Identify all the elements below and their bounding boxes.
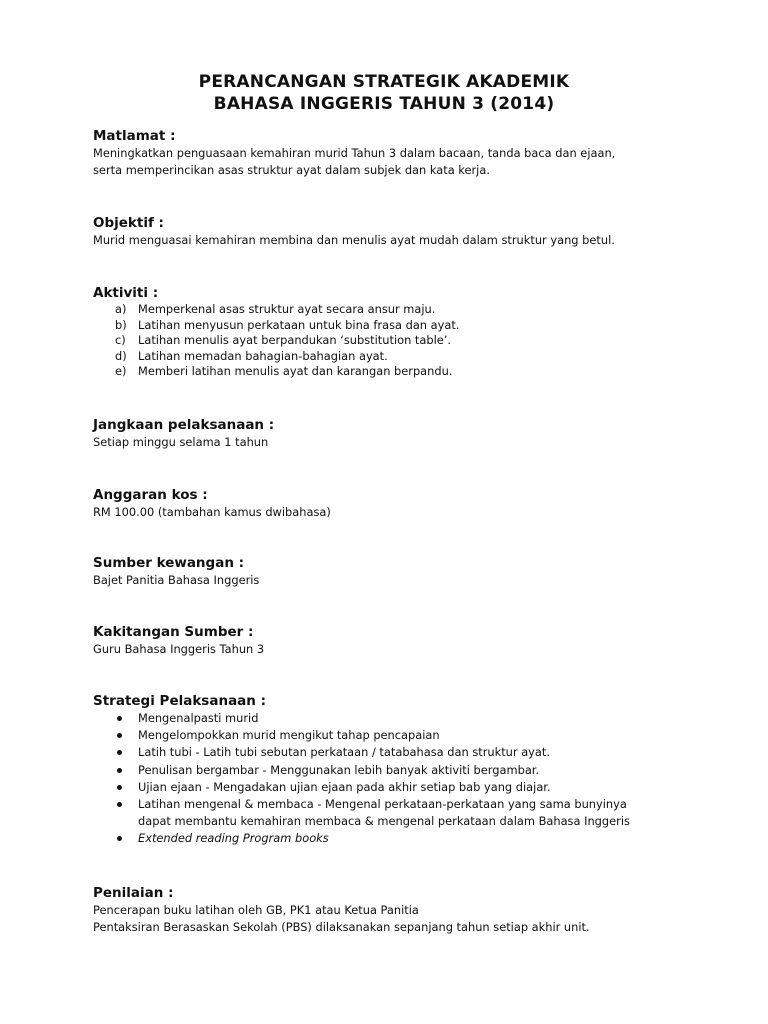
aktiviti-item-text: Memberi latihan menulis ayat dan karangan berpandu.: [138, 364, 453, 378]
matlamat-line-1: Meningkatkan penguasaan kemahiran murid Tahun 3 dalam bacaan, tanda baca dan ejaan,: [93, 146, 616, 160]
strategi-item-text: Ujian ejaan - Mengadakan ujian ejaan pada akhir setiap bab yang diajar.: [138, 779, 551, 794]
strategi-item-text: Latih tubi - Latih tubi sebutan perkataan / tatabahasa dan struktur ayat.: [138, 745, 550, 760]
aktiviti-item-text: Latihan menyusun perkataan untuk bina frasa dan ayat.: [138, 317, 460, 332]
aktiviti-list: [93, 302, 693, 380]
aktiviti-item: [93, 349, 693, 365]
strategi-item: [93, 762, 693, 779]
document-title-line-1: PERANCANGAN STRATEGIK AKADEMIK: [198, 72, 570, 92]
aktiviti-item-marker: a): [115, 302, 127, 316]
strategi-item-text: Mengenalpasti murid: [138, 711, 259, 725]
aktiviti-item: [93, 333, 693, 349]
section-penilaian: [93, 884, 693, 935]
bullet-icon: [117, 716, 122, 721]
strategi-item-text: Penulisan bergambar - Menggunakan lebih banyak aktiviti bergambar.: [138, 762, 540, 777]
section-kakitangan: [93, 623, 693, 658]
section-anggaran: [93, 486, 693, 521]
strategi-item: [93, 796, 693, 830]
penilaian-heading: Penilaian :: [93, 885, 174, 901]
strategi-item-text: Extended reading Program books: [138, 831, 329, 846]
bullet-icon: [117, 785, 122, 790]
strategi-item-continuation: dapat membantu kemahiran membaca & mengenal perkataan dalam Bahasa Inggeris: [138, 814, 630, 829]
bullet-icon: [117, 802, 122, 807]
aktiviti-item-marker: c): [115, 333, 126, 347]
strategi-item-text: Mengelompokkan murid mengikut tahap pencapaian: [138, 728, 440, 743]
aktiviti-item: [93, 364, 693, 380]
strategi-item: [93, 744, 693, 761]
section-matlamat: [93, 127, 693, 178]
bullet-icon: [117, 836, 122, 841]
strategi-heading: Strategi Pelaksanaan :: [93, 693, 266, 709]
aktiviti-item-text: Latihan menulis ayat berpandukan ‘substitution table’.: [138, 333, 452, 347]
strategi-item: [93, 779, 693, 796]
section-aktiviti: [93, 284, 693, 380]
bullet-icon: [117, 768, 122, 773]
aktiviti-heading: Aktiviti :: [93, 285, 159, 301]
strategi-item-text: Latihan mengenal & membaca - Mengenal perkataan-perkataan yang sama bunyinya: [138, 797, 627, 812]
aktiviti-item-marker: b): [115, 317, 127, 332]
aktiviti-item: [93, 318, 693, 334]
strategi-item: [93, 710, 693, 727]
penilaian-line-2: Pentaksiran Berasaskan Sekolah (PBS) dilaksanakan sepanjang tahun setiap akhir unit.: [93, 919, 590, 934]
bullet-icon: [117, 750, 122, 755]
jangkaan-line-1: Setiap minggu selama 1 tahun: [93, 435, 269, 449]
jangkaan-heading: Jangkaan pelaksanaan :: [93, 417, 275, 433]
anggaran-heading: Anggaran kos :: [93, 487, 208, 503]
kakitangan-heading: Kakitangan Sumber :: [93, 624, 254, 640]
section-strategi: [93, 692, 693, 848]
aktiviti-item: [93, 302, 693, 318]
section-sumber: [93, 554, 693, 589]
document-title-line-2: BAHASA INGGERIS TAHUN 3 (2014): [213, 94, 555, 114]
strategi-list: [93, 710, 693, 848]
objektif-heading: Objektif :: [93, 215, 164, 231]
objektif-line-1: Murid menguasai kemahiran membina dan menulis ayat mudah dalam struktur yang betul.: [93, 233, 615, 247]
matlamat-line-2: serta memperincikan asas struktur ayat dalam subjek dan kata kerja.: [93, 162, 490, 177]
aktiviti-item-marker: d): [115, 348, 127, 363]
aktiviti-item-text: Memperkenal asas struktur ayat secara ansur maju.: [138, 302, 436, 316]
sumber-line-1: Bajet Panitia Bahasa Inggeris: [93, 573, 260, 587]
strategi-item: [93, 830, 693, 847]
kakitangan-line-1: Guru Bahasa Inggeris Tahun 3: [93, 642, 265, 656]
anggaran-line-1: RM 100.00 (tambahan kamus dwibahasa): [93, 505, 331, 519]
section-objektif: [93, 214, 693, 249]
strategi-item: [93, 727, 693, 744]
aktiviti-item-marker: e): [115, 364, 127, 378]
section-jangkaan: [93, 416, 693, 451]
bullet-icon: [117, 733, 122, 738]
aktiviti-item-text: Latihan memadan bahagian-bahagian ayat.: [138, 348, 388, 363]
sumber-heading: Sumber kewangan :: [93, 555, 245, 571]
matlamat-heading: Matlamat :: [93, 128, 176, 144]
penilaian-line-1: Pencerapan buku latihan oleh GB, PK1 atau Ketua Panitia: [93, 903, 419, 917]
